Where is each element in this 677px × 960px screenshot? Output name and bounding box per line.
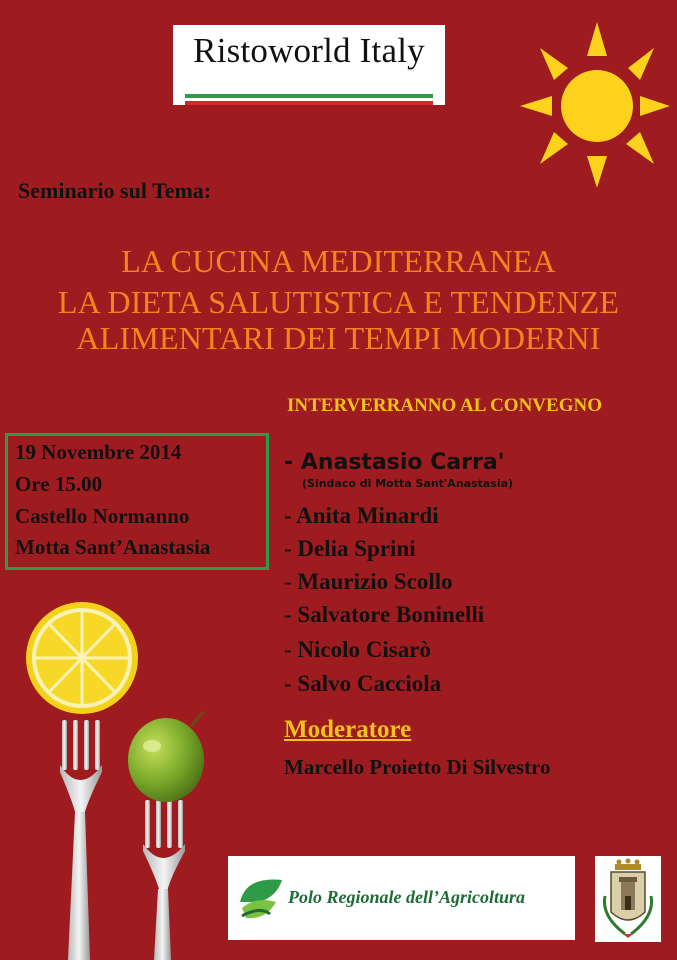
speaker-item: - Maurizio Scollo xyxy=(284,569,453,594)
speaker-item: - Salvo Cacciola xyxy=(284,671,442,696)
speaker-item: - Nicolo Cisarò xyxy=(284,637,431,662)
seminar-title-line-3: ALIMENTARI DEI TEMPI MODERNI xyxy=(76,320,601,356)
event-time: Ore 15.00 xyxy=(15,472,103,496)
speakers-heading: INTERVERRANNO AL CONVEGNO xyxy=(287,395,602,416)
speaker-item: - Delia Sprini xyxy=(284,536,416,561)
flag-stripe-red xyxy=(185,101,433,105)
partner-logo-text: Polo Regionale dell’Agricoltura xyxy=(288,887,525,907)
moderator-label: Moderatore xyxy=(284,716,412,743)
event-venue: Castello Normanno xyxy=(15,504,190,528)
event-city: Motta Sant’Anastasia xyxy=(15,535,211,559)
olive xyxy=(128,712,204,802)
speaker-item: - Salvatore Boninelli xyxy=(284,602,485,627)
speaker-item: - Anastasio Carra' xyxy=(284,450,505,475)
lemon-olive-forks-illustration xyxy=(18,600,248,960)
sun-icon xyxy=(520,22,670,187)
logo-text: Ristoworld Italy xyxy=(193,31,425,70)
town-crest-icon xyxy=(595,856,661,942)
left-fork xyxy=(60,720,102,960)
speaker-item: - Anita Minardi xyxy=(284,503,439,528)
town-crest-box xyxy=(595,856,661,942)
seminar-title-line-1: LA CUCINA MEDITERRANEA xyxy=(121,243,556,279)
leaf-logo-icon xyxy=(236,872,286,924)
lemon-slice xyxy=(26,602,138,714)
partner-logo-box xyxy=(228,856,575,940)
seminar-label: Seminario sul Tema: xyxy=(18,178,212,203)
event-date: 19 Novembre 2014 xyxy=(15,440,182,464)
seminar-title-line-2: LA DIETA SALUTISTICA E TENDENZE xyxy=(57,284,620,320)
moderator-name: Marcello Proietto Di Silvestro xyxy=(284,755,551,779)
flag-stripe-white xyxy=(185,98,433,100)
ristoworld-logo xyxy=(173,25,445,105)
event-info-box xyxy=(5,433,269,570)
speaker-role-note: (Sindaco di Motta Sant'Anastasia) xyxy=(302,477,514,490)
right-fork xyxy=(143,800,185,960)
